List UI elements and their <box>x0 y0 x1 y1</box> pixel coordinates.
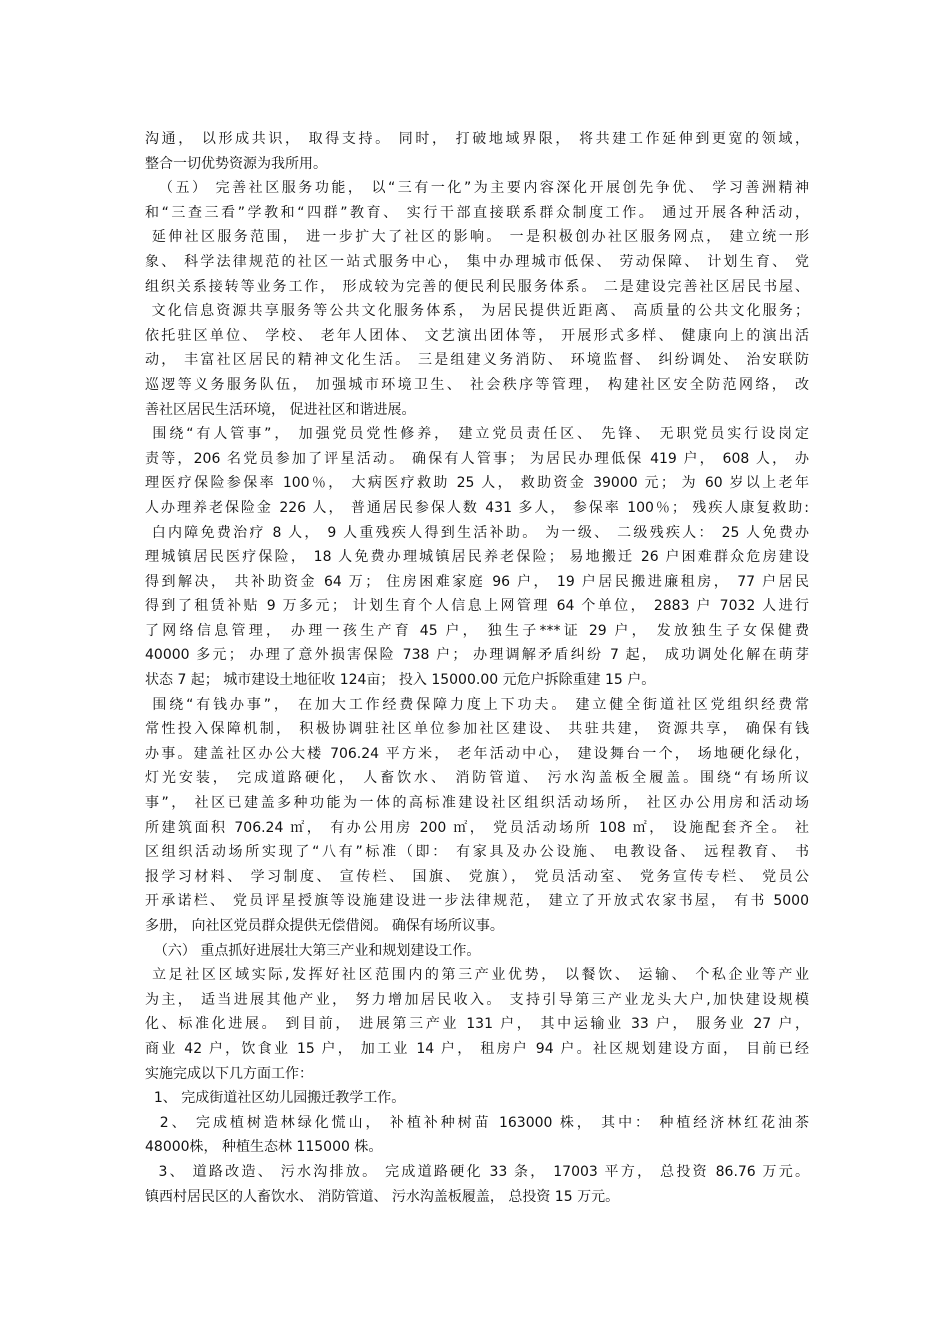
text-line: 40000 多元； 办理了意外损害保险 738 户； 办理调解矛盾纠纷 7 起， 成功调处化解在萌芽 <box>145 647 809 664</box>
text-line: 和“三查三看”学教和“四群”教育、 实行干部直接联系群众制度工作。 通过开展各种活动， <box>145 204 809 221</box>
text-line: 理医疗保险参保率 100％， 大病医疗救助 25 人， 救助资金 39000 元； 为 60 岁以上老年 <box>145 475 809 492</box>
text-line: 理城镇居民医疗保险， 18 人免费办理城镇居民养老保险； 易地搬迁 26 户困难群众危房建设 <box>145 549 809 566</box>
text-line: 实施完成以下几方面工作： <box>145 1065 313 1082</box>
text-line: 办事。建盖社区办公大楼 706.24 平方米， 老年活动中心， 建设舞台一个， 场地硬化绿化， <box>145 745 809 762</box>
text-line: 3、 道路改造、 污水沟排放。 完成道路硬化 33 条， 17003 平方， 总投资 86.76 万元。 <box>145 1163 809 1180</box>
text-line: 动， 丰富社区居民的精神文化生活。 三是组建义务消防、 环境监督、 纠纷调处、 治安联防 <box>145 352 809 369</box>
document-page <box>145 127 809 1209</box>
text-line: 区组织活动场所实现了“八有”标准（即： 有家具及办公设施、 电教设备、 远程教育、 书 <box>145 844 809 861</box>
text-line: 延伸社区服务范围， 进一步扩大了社区的影响。 一是积极创办社区服务网点， 建立统一形 <box>145 229 809 246</box>
text-line: 文化信息资源共享服务等公共文化服务体系， 为居民提供近距离、 高质量的公共文化服务； <box>145 303 809 320</box>
text-line: （六） 重点抓好进展壮大第三产业和规划建设工作。 <box>145 942 481 959</box>
text-line: 常性投入保障机制， 积极协调驻社区单位参加社区建设、 共驻共建， 资源共享， 确保有钱 <box>145 721 809 738</box>
text-line: 镇西村居民区的人畜饮水、 消防管道、 污水沟盖板履盖， 总投资 15 万元。 <box>145 1188 620 1205</box>
text-line: 巡逻等义务服务队伍， 加强城市环境卫生、 社会秩序等管理， 构建社区安全防范网络， 改 <box>145 376 809 393</box>
text-line: 开承诺栏、 党员评星授旗等设施建设进一步法律规范， 建立了开放式农家书屋， 有书 5000 <box>145 893 809 910</box>
text-line: 灯光安装， 完成道路硬化， 人畜饮水、 消防管道、 污水沟盖板全履盖。围绕“有场所议 <box>145 770 809 787</box>
text-line: 组织关系接转等业务工作， 形成较为完善的便民利民服务体系。 二是建设完善社区居民书屋、 <box>145 278 809 295</box>
text-line: 围绕“有人管事”， 加强党员党性修养， 建立党员责任区、 先锋、 无职党员实行设岗定 <box>145 426 809 443</box>
text-line: 为主， 适当进展其他产业， 努力增加居民收入。 支持引导第三产业龙头大户,加快建设规模 <box>145 991 809 1008</box>
text-line: 象、 科学法律规范的社区一站式服务中心， 集中办理城市低保、 劳动保障、 计划生育、 党 <box>145 253 809 270</box>
text-line: 1、 完成街道社区幼儿园搬迁教学工作。 <box>145 1090 406 1107</box>
text-line: 白内障免费治疗 8 人， 9 人重残疾人得到生活补助。 为一级、 二级残疾人： 25 人免费办 <box>145 524 809 541</box>
text-line: 商业 42 户，饮食业 15 户， 加工业 14 户， 租房户 94 户。社区规划建设方面， 目前已经 <box>145 1040 809 1057</box>
text-line: 状态 7 起； 城市建设土地征收 124亩； 投入 15000.00 元危户拆除重建 15 户。 <box>145 672 656 689</box>
text-line: 立足社区区域实际,发挥好社区范围内的第三产业优势， 以餐饮、 运输、 个私企业等产业 <box>145 967 809 984</box>
text-line: 整合一切优势资源为我所用。 <box>145 155 327 172</box>
text-line: 2、 完成植树造林绿化慌山， 补植补种树苗 163000 株， 其中： 种植经济林红花油茶 <box>145 1114 809 1131</box>
text-line: 化、标准化进展。 到目前， 进展第三产业 131 户， 其中运输业 33 户， 服务业 27 户， <box>145 1016 809 1033</box>
text-line: 依托驻区单位、 学校、 老年人团体、 文艺演出团体等， 开展形式多样、 健康向上的演出活 <box>145 327 809 344</box>
text-line: （五） 完善社区服务功能， 以“三有一化”为主要内容深化开展创先争优、 学习善洲精神 <box>145 180 809 197</box>
text-line: 多册， 向社区党员群众提供无偿借阅。 确保有场所议事。 <box>145 918 504 934</box>
text-line: 人办理养老保险金 226 人， 普通居民参保人数 431 多人， 参保率 100％； 残疾人康复救助: <box>145 499 809 516</box>
text-line: 责等，206 名党员参加了评星活动。 确保有人管事； 为居民办理低保 419 户， 608 人， 办 <box>145 450 809 467</box>
text-line: 报学习材料、 学习制度、 宣传栏、 国旗、 党旗）， 党员活动室、 党务宣传专栏、 党员公 <box>145 868 809 885</box>
text-line: 48000株， 种植生态林 115000 株。 <box>145 1139 383 1156</box>
text-line: 事”， 社区已建盖多种功能为一体的高标准建设社区组织活动场所， 社区办公用房和活动场 <box>145 795 809 812</box>
text-line: 善社区居民生活环境， 促进社区和谐进展。 <box>145 401 416 418</box>
text-line: 沟通， 以形成共识， 取得支持。 同时， 打破地域界限， 将共建工作延伸到更宽的领域， <box>145 131 809 147</box>
text-line: 所建筑面积 706.24 ㎡， 有办公用房 200 ㎡， 党员活动场所 108 ㎡， 设施配套齐全。 社 <box>145 819 809 836</box>
text-line: 得到解决， 共补助资金 64 万； 住房困难家庭 96 户， 19 户居民搬进廉租房， 77 户居民 <box>145 573 809 590</box>
text-line: 了网络信息管理， 办理一孩生产育 45 户， 独生子***证 29 户， 发放独生子女保健费 <box>145 622 809 639</box>
text-line: 围绕“有钱办事”， 在加大工作经费保障力度上下功夫。 建立健全街道社区党组织经费常 <box>145 696 809 713</box>
text-line: 得到了租赁补贴 9 万多元； 计划生育个人信息上网管理 64 个单位， 2883 户 7032 人进行 <box>145 598 809 615</box>
